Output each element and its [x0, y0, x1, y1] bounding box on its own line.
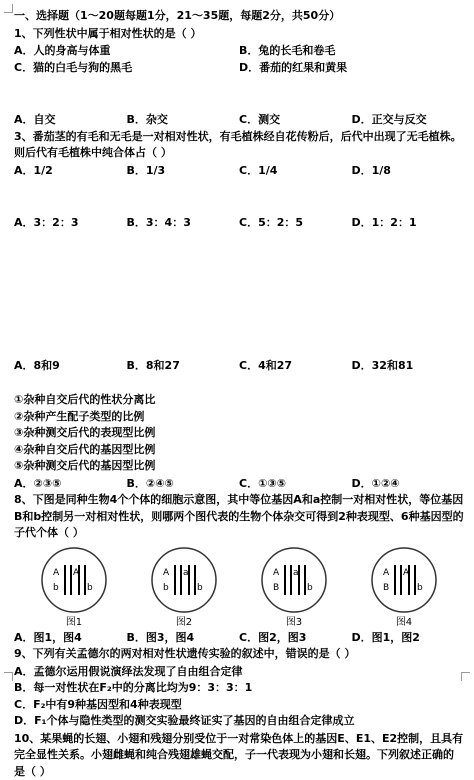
option-b: B．图3，图4: [127, 630, 240, 647]
option-c: C．猫的白毛与狗的黑毛: [14, 60, 239, 77]
option-b: B．兔的长毛和卷毛: [239, 43, 464, 60]
option-d: D．正交与反交: [352, 112, 465, 129]
option-c: C．F₂中有9种基因型和4种表现型: [14, 697, 464, 714]
option-d: D．F₁个体与隐性类型的测交实验最终证实了基因的自由组合定律成立: [14, 713, 464, 730]
cell-diagram-3: [259, 545, 329, 615]
option-a: A．3：2：3: [14, 215, 127, 232]
option-d: D．①②④: [352, 476, 465, 493]
question-1-stem: 1、下列性状中属于相对性状的是（ ）: [14, 26, 464, 43]
item-2: ②杂种产生配子类型的比例: [14, 409, 464, 426]
option-c: C．①③⑤: [239, 476, 352, 493]
option-d: D．32和81: [352, 358, 465, 375]
cell-figure-1: [30, 545, 118, 630]
margin-corner-mark: [461, 672, 470, 681]
option-c: C．4和27: [239, 358, 352, 375]
gene-label-2-1: A: [163, 568, 170, 578]
option-d: D．图1，图2: [352, 630, 465, 647]
option-b: B．3：4：3: [127, 215, 240, 232]
option-c: C．图2，图3: [239, 630, 352, 647]
option-d: D．番茄的红果和黄果: [239, 60, 464, 77]
gene-label-4-4: b: [417, 583, 423, 593]
option-c: C．测交: [239, 112, 352, 129]
option-c: C．5：2：5: [239, 215, 352, 232]
question-9-options: [14, 664, 464, 730]
gene-label-4-3: B: [383, 583, 389, 593]
item-1: ①杂种自交后代的性状分离比: [14, 392, 464, 409]
section-title: 一、选择题（1～20题每题1分，21～35题，每题2分，共50分）: [14, 8, 464, 25]
option-b: B．每一对性状在F₂中的分离比均为9：3：3：1: [14, 680, 464, 697]
gene-label-1-1: A: [53, 568, 60, 578]
item-5: ⑤杂种测交后代的基因型比例: [14, 458, 464, 475]
figure-label: 图2: [140, 615, 228, 630]
option-a: A．1/2: [14, 163, 127, 180]
margin-corner-mark: [4, 672, 13, 681]
gene-label-1-4: b: [87, 583, 93, 593]
option-b: B．8和27: [127, 358, 240, 375]
cell-figure-2: [140, 545, 228, 630]
option-a: A．孟德尔运用假说演绎法发现了自由组合定律: [14, 664, 464, 681]
question-10-stem: 10、某果蝇的长翅、小翅和残翅分别受位于一对常染色体上的基因E、E1、E2控制，且具有完全显性关系。小翅雌蝇和纯合残翅雄蝇交配，子一代表现为小翅和长翅。下列叙述正确的是（ ）: [14, 731, 464, 780]
question-3-stem: 3、番茄茎的有毛和无毛是一对相对性状，有毛植株经自花传粉后，后代中出现了无毛植株。则后代有毛植株中纯合体占（ ）: [14, 129, 464, 162]
gene-label-4-1: A: [383, 568, 390, 578]
figure-label: 图1: [30, 615, 118, 630]
gene-label-3-4: b: [307, 583, 313, 593]
cell-figure-4: [360, 545, 448, 630]
gene-label-2-2: a: [183, 568, 189, 578]
cell-diagram-1: [39, 545, 109, 615]
gene-label-3-1: A: [273, 568, 280, 578]
question-2-options: [14, 112, 464, 129]
cell-figure-3: [250, 545, 338, 630]
gene-label-1-3: b: [53, 583, 59, 593]
gene-label-2-3: b: [163, 583, 169, 593]
option-b: B．②④⑤: [127, 476, 240, 493]
gene-label-2-4: b: [197, 583, 203, 593]
option-d: D．1：2：1: [352, 215, 465, 232]
question-8-stem: 8、下图是同种生物4个个体的细胞示意图，其中等位基因A和a控制一对相对性状，等位基因B和b控制另一对相对性状，则哪两个图代表的生物个体杂交可得到2种表现型、6种基因型的子代个体（ ）: [14, 492, 464, 542]
option-b: B．1/3: [127, 163, 240, 180]
item-4: ④杂种自交后代的基因型比例: [14, 442, 464, 459]
gene-label-4-2: A: [403, 568, 410, 578]
gene-label-1-2: A: [73, 568, 80, 578]
question-4-options: [14, 215, 464, 232]
figure-label: 图3: [250, 615, 338, 630]
option-a: A．图1，图4: [14, 630, 127, 647]
figure-label: 图4: [360, 615, 448, 630]
option-a: A．②③⑤: [14, 476, 127, 493]
cell-diagram-4: [369, 545, 439, 615]
cell-diagrams: [14, 543, 464, 630]
cell-diagram-2: [149, 545, 219, 615]
option-a: A．自交: [14, 112, 127, 129]
question-3-options: [14, 163, 464, 180]
option-a: A．人的身高与体重: [14, 43, 239, 60]
option-c: C．1/4: [239, 163, 352, 180]
question-6-options: [14, 358, 464, 375]
option-d: D．1/8: [352, 163, 465, 180]
question-7-options: [14, 476, 464, 493]
margin-corner-mark: [4, 4, 13, 13]
question-1-options: [14, 43, 464, 76]
gene-label-3-2: a: [293, 568, 299, 578]
question-9-stem: 9、下列有关孟德尔的两对相对性状遗传实验的叙述中，错误的是（ ）: [14, 646, 464, 663]
item-3: ③杂种测交后代的表现型比例: [14, 425, 464, 442]
gene-label-3-3: B: [273, 583, 279, 593]
question-7-items: [14, 392, 464, 475]
option-b: B．杂交: [127, 112, 240, 129]
question-8-options: [14, 630, 464, 647]
option-a: A．8和9: [14, 358, 127, 375]
